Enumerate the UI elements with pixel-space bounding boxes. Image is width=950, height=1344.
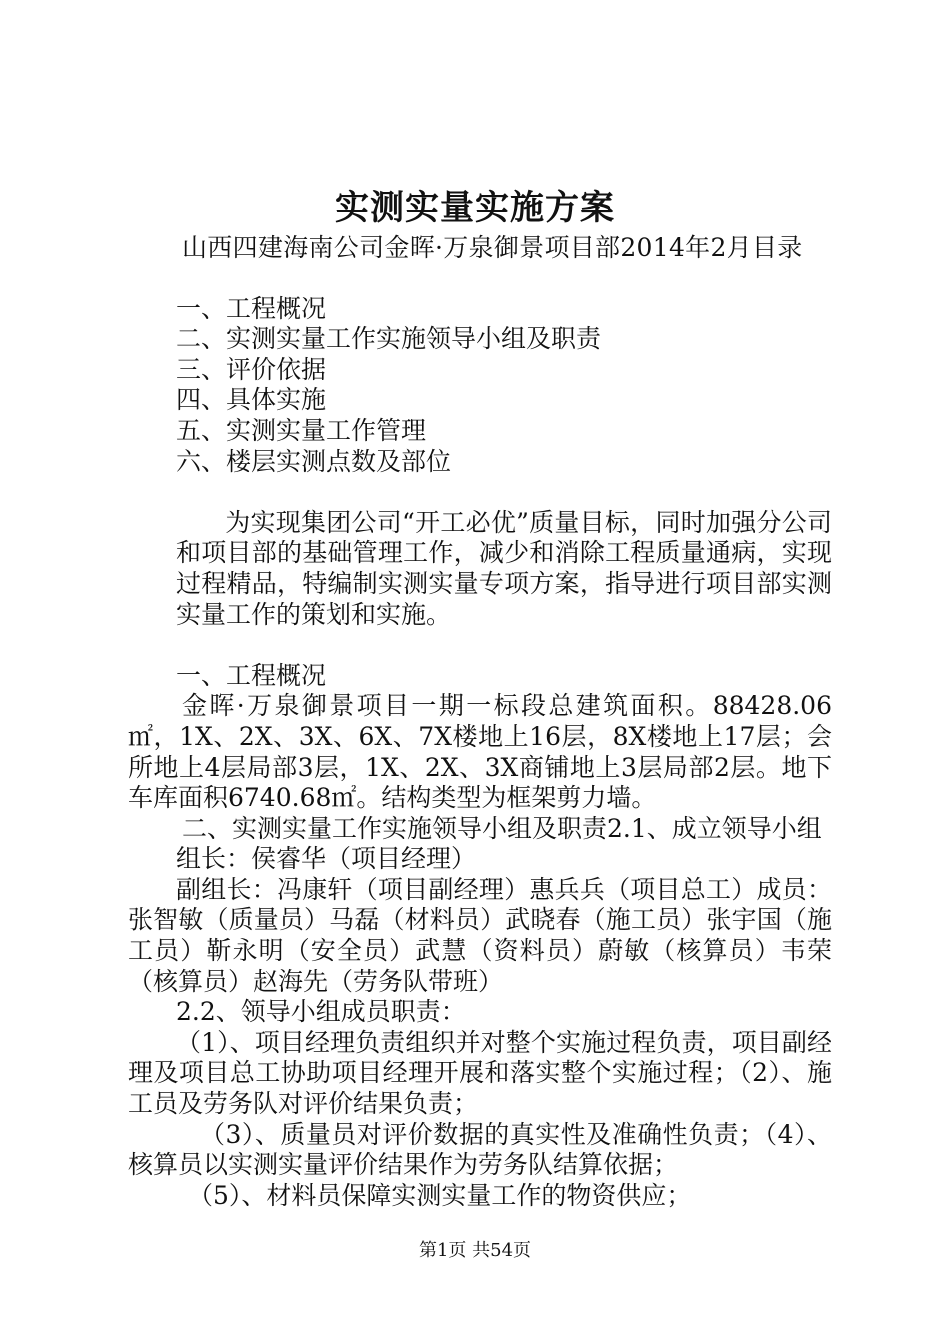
toc-item: 二、实测实量工作实施领导小组及职责 [176, 324, 602, 354]
toc-item: 三、评价依据 [176, 354, 327, 384]
toc-item: 六、楼层实测点数及部位 [176, 446, 452, 476]
document-title: 实测实量实施方案 [335, 188, 615, 228]
spacer [128, 264, 832, 294]
toc-item: 四、具体实施 [176, 385, 327, 415]
section-2-members: 副组长：冯康轩（项目副经理）惠兵兵（项目总工）成员：张智敏（质量员）马磊（材料员）武晓春（施工员）张宇国（施工员）靳永明（安全员）武慧（资料员）蔚敏（核算员）韦荣（核算员）赵海先（劳务队带班） [128, 874, 832, 996]
intro-text: 为实现集团公司“开工必优”质量目标，同时加强分公司和项目部的基础管理工作，减少和消除工程质量通病，实现过程精品，特编制实测实量专项方案，指导进行项目部实测实量工作的策划和实施。 [176, 507, 832, 629]
table-of-contents [128, 294, 832, 478]
toc-item: 五、实测实量工作管理 [176, 415, 427, 445]
document-subtitle: 山西四建海南公司金晖·万泉御景项目部2014年2月目录 [182, 233, 803, 262]
section-2-duties-heading: 2.2、领导小组成员职责： [176, 997, 466, 1027]
document-body [128, 233, 832, 1211]
toc-item: 一、工程概况 [176, 293, 327, 323]
duty-paragraph: （5）、材料员保障实测实量工作的物资供应； [188, 1180, 692, 1210]
section-1-heading: 一、工程概况 [176, 660, 327, 690]
section-2-leader: 组长：侯睿华（项目经理） [176, 844, 477, 874]
duty-paragraph: （1）、项目经理负责组织并对整个实施过程负责，项目副经理及项目总工协助项目经理开展和落实整个实施过程；（2）、施工员及劳务队对评价结果负责； [128, 1027, 832, 1119]
duty-paragraph: （3）、质量员对评价数据的真实性及准确性负责；（4）、核算员以实测实量评价结果作为劳务队结算依据； [128, 1119, 832, 1180]
section-2-heading: 二、实测实量工作实施领导小组及职责2.1、成立领导小组 [182, 813, 822, 843]
intro-paragraph [128, 477, 832, 661]
section-1-paragraph: 金晖·万泉御景项目一期一标段总建筑面积。88428.06㎡，1X、2X、3X、6X、7X楼地上16层，8X楼地上17层；会所地上4层局部3层，1X、2X、3X商铺地上3层局部2层。地下车库面积6740.68㎡。结构类型为框架剪力墙。 [128, 691, 832, 813]
page-footer: 第1页 共54页 [418, 1240, 532, 1261]
